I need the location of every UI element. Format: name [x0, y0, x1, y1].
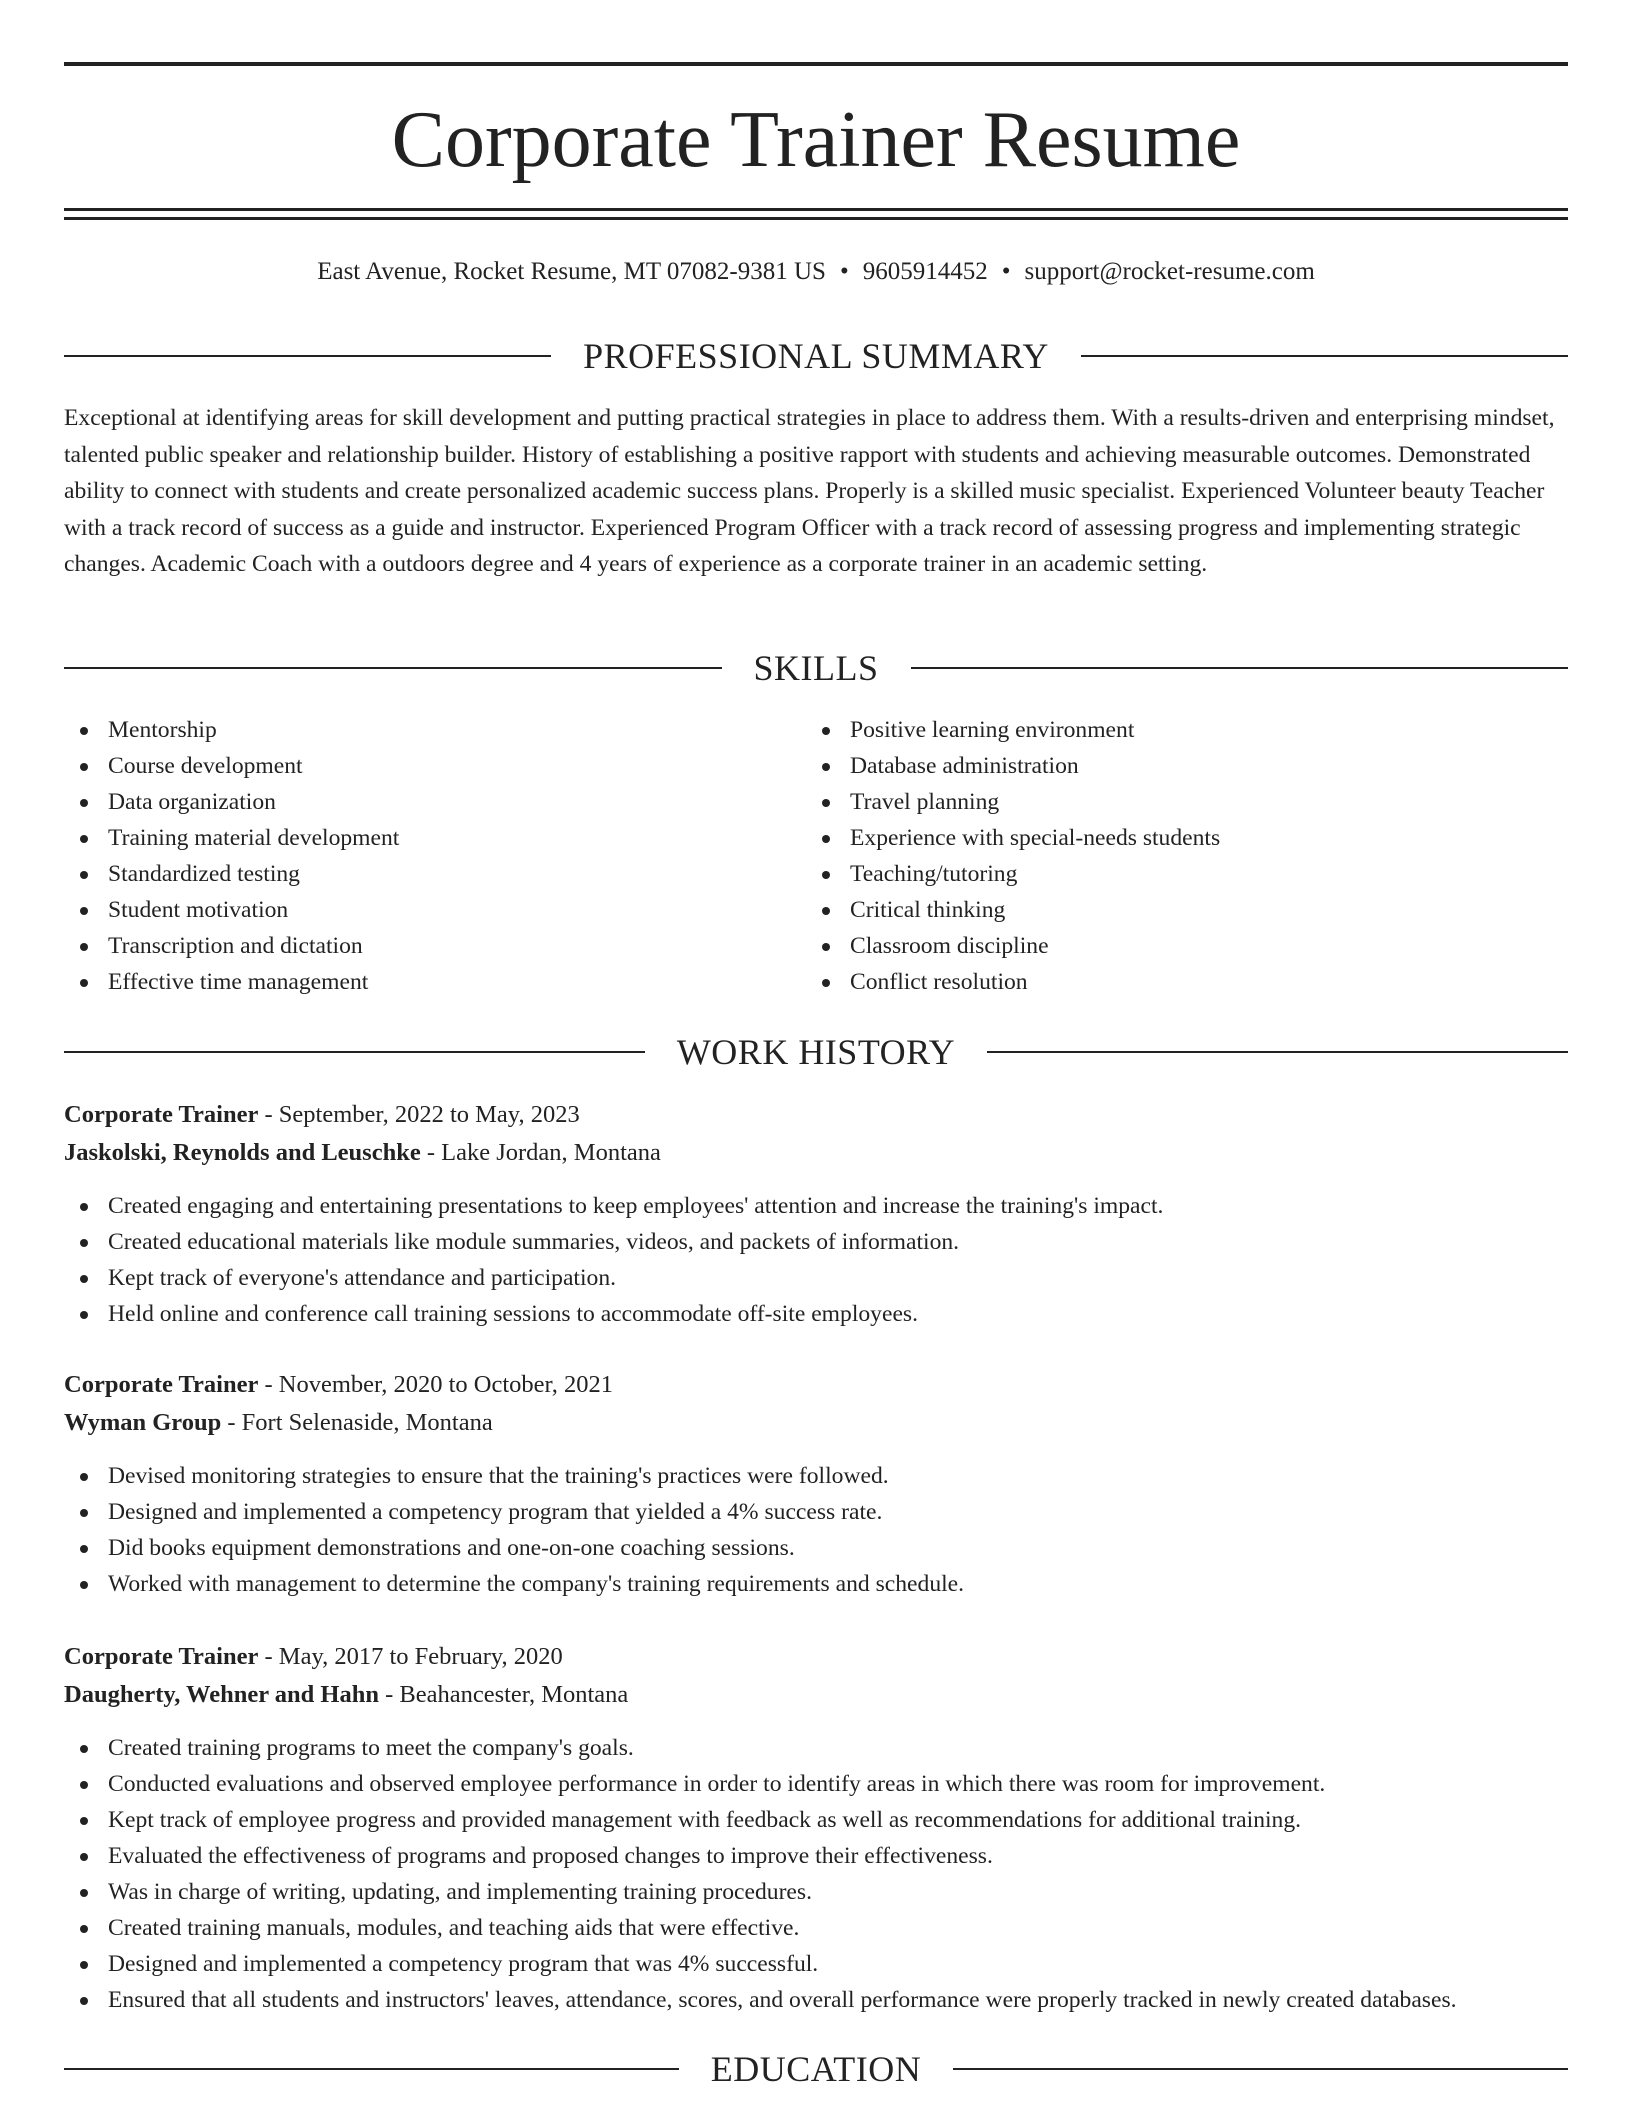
duty-item: Conducted evaluations and observed employee performance in order to identify areas in which there was room for improvement.	[64, 1766, 1568, 1802]
duty-item: Worked with management to determine the company's training requirements and schedule.	[64, 1566, 1568, 1602]
skill-item: Transcription and dictation	[64, 928, 806, 964]
duty-item: Kept track of employee progress and provided management with feedback as well as recommendations for additional training.	[64, 1802, 1568, 1838]
job-location: - Fort Selenaside, Montana	[221, 1409, 493, 1436]
divider	[64, 1051, 645, 1053]
divider	[64, 355, 551, 357]
section-title: WORK HISTORY	[676, 1032, 956, 1072]
job-title: Corporate Trainer	[64, 1371, 259, 1398]
duty-item: Created educational materials like module summaries, videos, and packets of information.	[64, 1224, 1568, 1260]
section-heading-summary	[64, 334, 1568, 378]
section-title: SKILLS	[753, 648, 879, 688]
skills-list	[64, 712, 1568, 1000]
duty-item: Designed and implemented a competency program that yielded a 4% success rate.	[64, 1494, 1568, 1530]
job-company: Jaskolski, Reynolds and Leuschke	[64, 1139, 421, 1166]
contact-email: support@rocket-resume.com	[1024, 258, 1315, 285]
job-title-line	[64, 1638, 1568, 1676]
contact-address: East Avenue, Rocket Resume, MT 07082-9381 US	[317, 258, 826, 285]
divider	[953, 2068, 1568, 2070]
section-heading-education	[64, 2047, 1568, 2091]
skill-item: Database administration	[806, 748, 1548, 784]
duty-item: Held online and conference call training sessions to accommodate off-site employees.	[64, 1296, 1568, 1332]
job-company-line	[64, 1404, 1568, 1442]
duty-item: Devised monitoring strategies to ensure that the training's practices were followed.	[64, 1458, 1568, 1494]
duty-item: Did books equipment demonstrations and one-on-one coaching sessions.	[64, 1530, 1568, 1566]
skill-item: Travel planning	[806, 784, 1548, 820]
skills-column-right	[806, 712, 1548, 1000]
duty-item: Ensured that all students and instructors' leaves, attendance, scores, and overall performance were properly tracked in newly created databases.	[64, 1982, 1568, 2018]
contact-separator: •	[839, 258, 849, 285]
skill-item: Effective time management	[64, 964, 806, 1000]
job-dates: - September, 2022 to May, 2023	[258, 1101, 580, 1128]
job-company: Wyman Group	[64, 1409, 222, 1436]
skill-item: Student motivation	[64, 892, 806, 928]
job-dates: - May, 2017 to February, 2020	[258, 1643, 563, 1670]
job-title: Corporate Trainer	[64, 1643, 259, 1670]
job-company-line	[64, 1676, 1568, 1714]
job-title: Corporate Trainer	[64, 1101, 259, 1128]
job-duties	[64, 1730, 1568, 2018]
contact-phone: 9605914452	[862, 258, 988, 285]
skill-item: Course development	[64, 748, 806, 784]
header-double-rule	[64, 208, 1568, 220]
divider	[64, 667, 722, 669]
duty-item: Created training manuals, modules, and teaching aids that were effective.	[64, 1910, 1568, 1946]
job-company-line	[64, 1134, 1568, 1172]
skill-item: Mentorship	[64, 712, 806, 748]
job-company: Daugherty, Wehner and Hahn	[64, 1681, 379, 1708]
section-heading-work-history	[64, 1030, 1568, 1074]
section-heading-skills	[64, 646, 1568, 690]
skill-item: Teaching/tutoring	[806, 856, 1548, 892]
skill-item: Standardized testing	[64, 856, 806, 892]
job-location: - Lake Jordan, Montana	[420, 1139, 661, 1166]
duty-item: Created training programs to meet the company's goals.	[64, 1730, 1568, 1766]
section-title: PROFESSIONAL SUMMARY	[583, 336, 1049, 376]
contact-separator: •	[1001, 258, 1011, 285]
divider	[64, 2068, 679, 2070]
duty-item: Kept track of everyone's attendance and participation.	[64, 1260, 1568, 1296]
job-entry	[64, 1096, 1568, 1332]
summary-paragraph: Exceptional at identifying areas for skill development and putting practical strategies in place to address them. With a results-driven and enterprising mindset, talented public speaker and relationship builder. History of establishing a positive rapport with students and achieving measurable outcomes. Demonstrated ability to connect with students and create personalized academic success plans. Properly is a skilled music specialist. Experienced Volunteer beauty Teacher with a track record of success as a guide and instructor. Experienced Program Officer with a track record of assessing progress and implementing strategic changes. Academic Coach with a outdoors degree and 4 years of experience as a corporate trainer in an academic setting.	[64, 405, 1555, 577]
skill-item: Conflict resolution	[806, 964, 1548, 1000]
skill-item: Data organization	[64, 784, 806, 820]
skill-item: Training material development	[64, 820, 806, 856]
skill-item: Experience with special-needs students	[806, 820, 1548, 856]
divider	[987, 1051, 1568, 1053]
skill-item: Critical thinking	[806, 892, 1548, 928]
contact-line	[64, 254, 1568, 290]
job-location: - Beahancester, Montana	[378, 1681, 629, 1708]
skill-item: Positive learning environment	[806, 712, 1548, 748]
job-title-line	[64, 1096, 1568, 1134]
section-title: EDUCATION	[710, 2049, 922, 2089]
skills-column-left	[64, 712, 806, 1000]
duty-item: Designed and implemented a competency program that was 4% successful.	[64, 1946, 1568, 1982]
resume-title: Corporate Trainer Resume	[391, 96, 1241, 184]
duty-item: Created engaging and entertaining presentations to keep employees' attention and increase the training's impact.	[64, 1188, 1568, 1224]
header-top-rule	[64, 62, 1568, 66]
job-title-line	[64, 1366, 1568, 1404]
skill-item: Classroom discipline	[806, 928, 1548, 964]
job-duties	[64, 1188, 1568, 1332]
divider	[911, 667, 1569, 669]
job-dates: - November, 2020 to October, 2021	[258, 1371, 613, 1398]
job-entry	[64, 1366, 1568, 1602]
duty-item: Evaluated the effectiveness of programs and proposed changes to improve their effectiveness.	[64, 1838, 1568, 1874]
duty-item: Was in charge of writing, updating, and implementing training procedures.	[64, 1874, 1568, 1910]
divider	[1081, 355, 1568, 357]
job-entry	[64, 1638, 1568, 2018]
job-duties	[64, 1458, 1568, 1602]
